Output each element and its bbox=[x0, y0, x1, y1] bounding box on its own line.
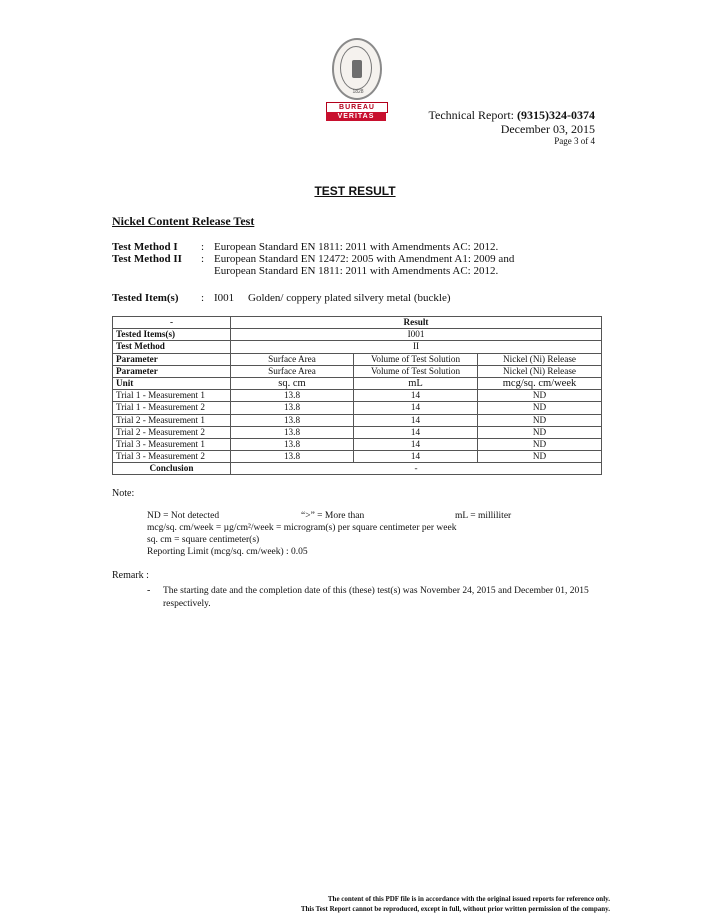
table-row bbox=[113, 414, 602, 426]
page-number: Page 3 of 4 bbox=[554, 136, 595, 146]
table-cell-label: Trial 1 - Measurement 2 bbox=[113, 402, 231, 414]
remark-bullet: - bbox=[147, 585, 151, 596]
logo-seal-ring bbox=[340, 46, 372, 90]
note-ml: mL = milliliter bbox=[455, 511, 512, 521]
footer-line-2: This Test Report cannot be reproduced, except in full, without prior written permission of the company. bbox=[300, 905, 610, 913]
test-method-2-value-line1: European Standard EN 12472: 2005 with Amendment A1: 2009 and bbox=[214, 253, 515, 265]
table-row bbox=[113, 353, 602, 365]
table-row bbox=[113, 390, 602, 402]
note-label: Note: bbox=[112, 488, 135, 499]
logo-year: 1828 bbox=[352, 89, 364, 95]
table-row bbox=[113, 426, 602, 438]
footer-line-1: The content of this PDF file is in accordance with the original issued reports for reference only. bbox=[327, 895, 610, 903]
table-cell: 14 bbox=[354, 414, 478, 426]
table-cell: ND bbox=[478, 426, 602, 438]
report-number-line bbox=[429, 108, 595, 123]
tested-items-description: Golden/ coppery plated silvery metal (buckle) bbox=[248, 292, 451, 304]
logo-veritas-text: VERITAS bbox=[326, 112, 386, 121]
table-cell: 14 bbox=[354, 426, 478, 438]
table-cell: Surface Area bbox=[231, 353, 354, 365]
table-row bbox=[113, 341, 602, 353]
table-cell-label: Trial 2 - Measurement 2 bbox=[113, 426, 231, 438]
table-cell-label: Parameter bbox=[113, 365, 231, 377]
table-cell-label: Parameter bbox=[113, 353, 231, 365]
table-cell: Volume of Test Solution bbox=[354, 353, 478, 365]
test-method-1-value: European Standard EN 1811: 2011 with Amendments AC: 2012. bbox=[214, 241, 499, 253]
table-row bbox=[113, 463, 602, 475]
table-cell: 13.8 bbox=[231, 414, 354, 426]
table-cell: sq. cm bbox=[231, 377, 354, 389]
logo-seal-figure-icon bbox=[352, 60, 362, 78]
table-cell: II bbox=[231, 341, 602, 353]
table-cell: 14 bbox=[354, 438, 478, 450]
table-cell: ND bbox=[478, 451, 602, 463]
report-date: December 03, 2015 bbox=[500, 122, 595, 136]
table-row bbox=[113, 329, 602, 341]
table-cell: 13.8 bbox=[231, 451, 354, 463]
table-cell: Nickel (Ni) Release bbox=[478, 353, 602, 365]
note-nd: ND = Not detected bbox=[147, 511, 220, 521]
test-method-2-label: Test Method II bbox=[112, 253, 182, 265]
page-title: TEST RESULT bbox=[314, 184, 396, 198]
note-mcg: mcg/sq. cm/week = µg/cm²/week = microgram(s) per square centimeter per week bbox=[147, 523, 457, 533]
conclusion-label: Conclusion bbox=[113, 463, 231, 475]
report-number: (9315)324-0374 bbox=[517, 108, 595, 122]
remark-text: The starting date and the completion date of this (these) test(s) was November 24, 2015 and December 01, 2015 respectively. bbox=[163, 586, 589, 609]
table-row bbox=[113, 365, 602, 377]
table-cell-label: Unit bbox=[113, 377, 231, 389]
table-header-result: Result bbox=[231, 317, 602, 329]
table-cell: ND bbox=[478, 414, 602, 426]
table-cell: 13.8 bbox=[231, 390, 354, 402]
table-cell: Volume of Test Solution bbox=[354, 365, 478, 377]
bureau-veritas-logo bbox=[322, 38, 388, 118]
table-cell-label: Trial 2 - Measurement 1 bbox=[113, 414, 231, 426]
table-cell: mcg/sq. cm/week bbox=[478, 377, 602, 389]
table-row bbox=[113, 451, 602, 463]
table-cell: Nickel (Ni) Release bbox=[478, 365, 602, 377]
tested-items-colon: : bbox=[201, 292, 205, 304]
tested-items-code: I001 bbox=[214, 292, 235, 304]
test-method-2-colon: : bbox=[201, 253, 205, 265]
section-title: Nickel Content Release Test bbox=[112, 214, 255, 228]
table-cell-label: Tested Items(s) bbox=[113, 329, 231, 341]
table-header-row bbox=[113, 317, 602, 329]
table-cell: 13.8 bbox=[231, 426, 354, 438]
table-cell: I001 bbox=[231, 329, 602, 341]
table-cell: 13.8 bbox=[231, 402, 354, 414]
table-cell: ND bbox=[478, 402, 602, 414]
remark-label: Remark : bbox=[112, 570, 149, 581]
logo-seal-icon bbox=[332, 38, 382, 100]
table-header-cell: - bbox=[113, 317, 231, 329]
table-cell-label: Test Method bbox=[113, 341, 231, 353]
tested-items-label: Tested Item(s) bbox=[112, 292, 179, 304]
table-row bbox=[113, 438, 602, 450]
conclusion-value: - bbox=[231, 463, 602, 475]
test-method-2-value-line2: European Standard EN 1811: 2011 with Amendments AC: 2012. bbox=[214, 265, 499, 277]
note-sqcm: sq. cm = square centimeter(s) bbox=[147, 535, 260, 545]
table-cell: 14 bbox=[354, 402, 478, 414]
logo-bureau-text: BUREAU bbox=[326, 102, 388, 113]
table-cell: 13.8 bbox=[231, 438, 354, 450]
test-method-1-colon: : bbox=[201, 241, 205, 253]
table-cell: ND bbox=[478, 438, 602, 450]
table-row bbox=[113, 377, 602, 389]
table-cell-label: Trial 3 - Measurement 1 bbox=[113, 438, 231, 450]
results-table bbox=[112, 316, 602, 475]
table-cell: mL bbox=[354, 377, 478, 389]
test-method-1-label: Test Method I bbox=[112, 241, 178, 253]
note-more-than: “>” = More than bbox=[301, 511, 365, 521]
table-cell: ND bbox=[478, 390, 602, 402]
table-cell-label: Trial 1 - Measurement 1 bbox=[113, 390, 231, 402]
report-label: Technical Report: bbox=[428, 108, 517, 122]
table-cell: 14 bbox=[354, 390, 478, 402]
table-cell: Surface Area bbox=[231, 365, 354, 377]
note-reporting-limit: Reporting Limit (mcg/sq. cm/week) : 0.05 bbox=[147, 547, 308, 557]
table-row bbox=[113, 402, 602, 414]
table-cell: 14 bbox=[354, 451, 478, 463]
table-cell-label: Trial 3 - Measurement 2 bbox=[113, 451, 231, 463]
